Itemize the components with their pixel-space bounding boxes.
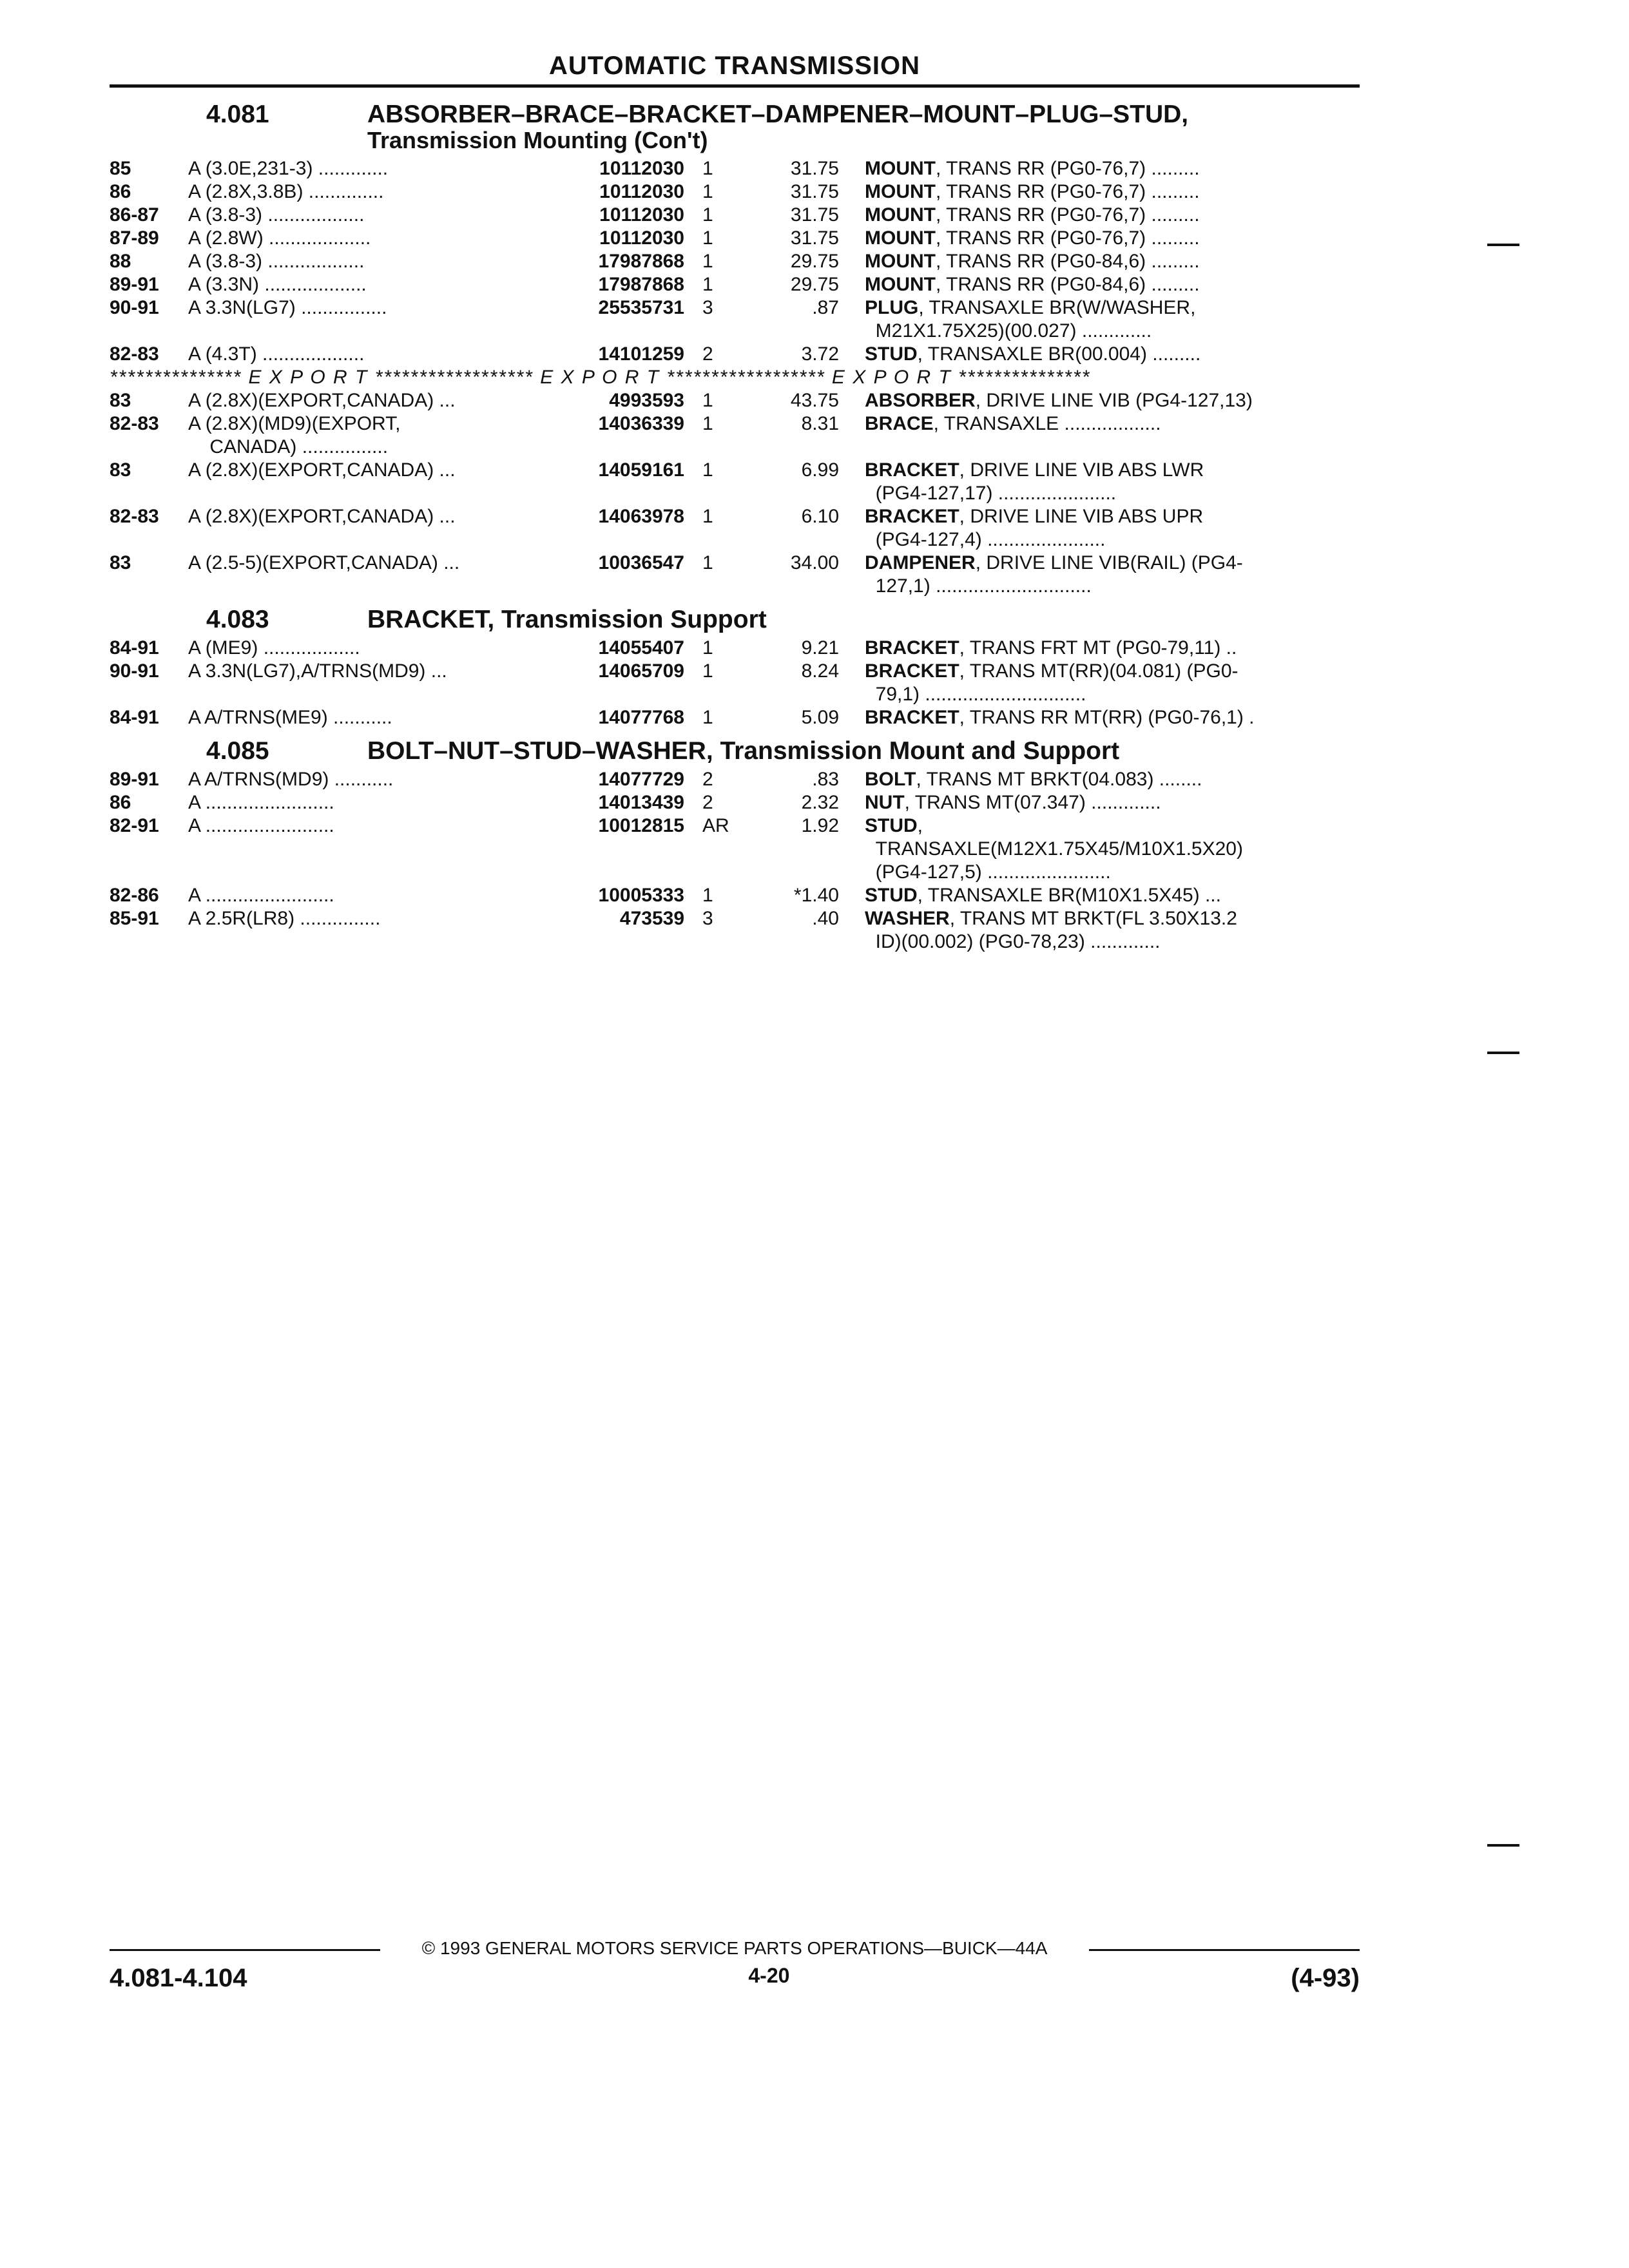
sections-container — [110, 102, 1398, 954]
price: 2.32 — [801, 792, 839, 813]
application: A (2.8X)(EXPORT,CANADA) ... — [188, 506, 456, 527]
model-year: 88 — [110, 251, 131, 272]
quantity: 1 — [702, 552, 713, 573]
model-year: 85-91 — [110, 908, 159, 929]
part-row — [110, 343, 1398, 366]
application: A (2.8X)(EXPORT,CANADA) ... — [188, 459, 456, 481]
part-row — [110, 227, 1398, 250]
model-year: 83 — [110, 390, 131, 411]
part-row — [110, 907, 1398, 954]
part-row — [110, 552, 1398, 598]
section-title: BOLT–NUT–STUD–WASHER, Transmission Mount and Support — [367, 737, 1120, 765]
part-number: 10112030 — [599, 204, 684, 226]
footer-date: (4-93) — [1291, 1964, 1360, 1992]
part-name: BRACKET, DRIVE LINE VIB ABS UPR (PG4-127,4) ...................... — [865, 506, 1204, 550]
model-year: 82-83 — [110, 343, 159, 365]
part-number: 10112030 — [599, 158, 684, 179]
part-name: NUT, TRANS MT(07.347) ............. — [865, 792, 1161, 813]
part-name: MOUNT, TRANS RR (PG0-84,6) ......... — [865, 274, 1200, 295]
part-name: MOUNT, TRANS RR (PG0-84,6) ......... — [865, 251, 1200, 272]
section-subtitle: Transmission Mounting (Con't) — [367, 127, 708, 153]
quantity: AR — [702, 815, 729, 836]
part-row — [110, 296, 1398, 343]
part-name: ABSORBER, DRIVE LINE VIB (PG4-127,13) — [865, 390, 1253, 411]
quantity: 2 — [702, 769, 713, 790]
part-name-keyword: BOLT — [865, 769, 916, 790]
part-name: MOUNT, TRANS RR (PG0-76,7) ......... — [865, 227, 1200, 249]
application: A (3.0E,231-3) ............. — [188, 158, 389, 179]
part-name: BRACKET, TRANS FRT MT (PG0-79,11) .. — [865, 637, 1237, 658]
catalog-section — [110, 607, 1398, 729]
footer-section-range: 4.081-4.104 — [110, 1964, 247, 1992]
application: A (2.8X)(EXPORT,CANADA) ... — [188, 390, 456, 411]
section-heading — [110, 607, 1398, 633]
part-name: STUD, TRANSAXLE BR(M10X1.5X45) ... — [865, 885, 1221, 906]
part-name-keyword: NUT — [865, 792, 905, 813]
margin-mark — [1487, 244, 1519, 246]
price: 31.75 — [790, 204, 839, 226]
application: A (2.8X)(MD9)(EXPORT, CANADA) ................ — [188, 413, 401, 457]
model-year: 86 — [110, 181, 131, 202]
application: A (ME9) .................. — [188, 637, 360, 658]
price: 1.92 — [801, 815, 839, 836]
model-year: 87-89 — [110, 227, 159, 249]
model-year: 86-87 — [110, 204, 159, 226]
part-name: MOUNT, TRANS RR (PG0-76,7) ......... — [865, 158, 1200, 179]
part-row — [110, 660, 1398, 706]
part-row — [110, 791, 1398, 814]
quantity: 1 — [702, 274, 713, 295]
quantity: 1 — [702, 660, 713, 682]
price: .87 — [812, 297, 839, 318]
application: A (3.8-3) .................. — [188, 204, 365, 226]
part-number: 14055407 — [598, 637, 684, 658]
application: A (2.5-5)(EXPORT,CANADA) ... — [188, 552, 460, 573]
price: 8.24 — [801, 660, 839, 682]
part-name-keyword: STUD — [865, 343, 918, 365]
part-number: 14065709 — [598, 660, 684, 682]
part-name-keyword: BRACKET — [865, 637, 959, 658]
part-row — [110, 180, 1398, 204]
price: *1.40 — [793, 885, 839, 906]
quantity: 1 — [702, 459, 713, 481]
price: 34.00 — [790, 552, 839, 573]
model-year: 89-91 — [110, 769, 159, 790]
model-year: 82-91 — [110, 815, 159, 836]
part-name: PLUG, TRANSAXLE BR(W/WASHER, M21X1.75X25)(00.027) ............. — [865, 297, 1196, 341]
part-row — [110, 505, 1398, 552]
price: 31.75 — [790, 227, 839, 249]
part-number: 17987868 — [598, 251, 684, 272]
price: 31.75 — [790, 158, 839, 179]
quantity: 2 — [702, 343, 713, 365]
part-name-keyword: BRACKET — [865, 506, 959, 527]
quantity: 1 — [702, 251, 713, 272]
part-name-keyword: BRACKET — [865, 660, 959, 682]
page-header: AUTOMATIC TRANSMISSION — [110, 52, 1360, 88]
model-year: 83 — [110, 552, 131, 573]
application: A (3.3N) ................... — [188, 274, 367, 295]
price: 6.99 — [801, 459, 839, 481]
price: 5.09 — [801, 707, 839, 728]
application: A ........................ — [188, 792, 334, 813]
application: A ........................ — [188, 815, 334, 836]
part-number: 14077768 — [598, 707, 684, 728]
application: A 2.5R(LR8) ............... — [188, 908, 381, 929]
catalog-section — [110, 102, 1398, 598]
price: 6.10 — [801, 506, 839, 527]
part-name-keyword: STUD — [865, 885, 918, 906]
application: A (2.8W) ................... — [188, 227, 371, 249]
part-name-keyword: MOUNT — [865, 204, 936, 226]
part-number: 473539 — [619, 908, 684, 929]
model-year: 82-83 — [110, 506, 159, 527]
part-name-keyword: MOUNT — [865, 181, 936, 202]
part-name: DAMPENER, DRIVE LINE VIB(RAIL) (PG4- 127,1) ............................. — [865, 552, 1243, 597]
part-number: 10005333 — [598, 885, 684, 906]
section-number: 4.083 — [206, 606, 269, 633]
part-row — [110, 204, 1398, 227]
part-name: BRACKET, TRANS MT(RR)(04.081) (PG0- 79,1) .............................. — [865, 660, 1239, 705]
part-name-keyword: MOUNT — [865, 158, 936, 179]
part-name-keyword: BRACKET — [865, 707, 959, 728]
part-row — [110, 412, 1398, 459]
part-name-keyword: WASHER — [865, 908, 950, 929]
price: 43.75 — [790, 390, 839, 411]
model-year: 86 — [110, 792, 131, 813]
quantity: 1 — [702, 158, 713, 179]
margin-mark — [1487, 1844, 1519, 1847]
application: A 3.3N(LG7),A/TRNS(MD9) ... — [188, 660, 447, 682]
part-name-keyword: PLUG — [865, 297, 919, 318]
quantity: 1 — [702, 506, 713, 527]
export-divider: *************** E X P O R T ****************** E X P O R T ****************** E X P O R T *************** — [110, 367, 1091, 388]
part-name: BOLT, TRANS MT BRKT(04.083) ........ — [865, 769, 1202, 790]
part-row — [110, 884, 1398, 907]
part-name-keyword: ABSORBER — [865, 390, 976, 411]
part-number: 14077729 — [598, 769, 684, 790]
part-name-keyword: DAMPENER — [865, 552, 976, 573]
part-row — [110, 768, 1398, 791]
application: A ........................ — [188, 885, 334, 906]
section-number: 4.081 — [206, 101, 269, 128]
part-row — [110, 706, 1398, 729]
price: .83 — [812, 769, 839, 790]
price: 9.21 — [801, 637, 839, 658]
catalog-page — [110, 52, 1398, 954]
part-number: 10112030 — [599, 181, 684, 202]
model-year: 84-91 — [110, 707, 159, 728]
part-name: BRACKET, TRANS RR MT(RR) (PG0-76,1) . — [865, 707, 1255, 728]
part-number: 10012815 — [598, 815, 684, 836]
section-heading — [110, 102, 1398, 153]
part-name-keyword: BRACKET — [865, 459, 959, 481]
model-year: 90-91 — [110, 297, 159, 318]
part-row — [110, 637, 1398, 660]
copyright-line: © 1993 GENERAL MOTORS SERVICE PARTS OPERATIONS—BUICK—44A — [110, 1938, 1360, 1959]
price: 29.75 — [790, 274, 839, 295]
part-name: MOUNT, TRANS RR (PG0-76,7) ......... — [865, 204, 1200, 226]
quantity: 1 — [702, 181, 713, 202]
application: A (3.8-3) .................. — [188, 251, 365, 272]
part-name-keyword: MOUNT — [865, 227, 936, 249]
application: A (4.3T) ................... — [188, 343, 365, 365]
part-name-keyword: MOUNT — [865, 251, 936, 272]
part-number: 17987868 — [598, 274, 684, 295]
part-row — [110, 459, 1398, 505]
application: A A/TRNS(MD9) ........... — [188, 769, 394, 790]
model-year: 82-83 — [110, 413, 159, 434]
application: A (2.8X,3.8B) .............. — [188, 181, 384, 202]
part-row — [110, 814, 1398, 884]
part-row — [110, 157, 1398, 180]
price: 29.75 — [790, 251, 839, 272]
part-name: BRACE, TRANSAXLE .................. — [865, 413, 1161, 434]
model-year: 90-91 — [110, 660, 159, 682]
quantity: 1 — [702, 227, 713, 249]
model-year: 83 — [110, 459, 131, 481]
model-year: 89-91 — [110, 274, 159, 295]
footer-page-number: 4-20 — [748, 1964, 790, 1987]
part-number: 14013439 — [598, 792, 684, 813]
part-number: 14101259 — [598, 343, 684, 365]
part-number: 10112030 — [599, 227, 684, 249]
application: A A/TRNS(ME9) ........... — [188, 707, 392, 728]
part-name: MOUNT, TRANS RR (PG0-76,7) ......... — [865, 181, 1200, 202]
quantity: 1 — [702, 413, 713, 434]
model-year: 84-91 — [110, 637, 159, 658]
part-name: STUD, TRANSAXLE(M12X1.75X45/M10X1.5X20) (PG4-127,5) ....................... — [865, 815, 1243, 883]
quantity: 2 — [702, 792, 713, 813]
part-row — [110, 273, 1398, 296]
margin-mark — [1487, 1052, 1519, 1054]
section-number: 4.085 — [206, 737, 269, 765]
quantity: 3 — [702, 908, 713, 929]
part-name: STUD, TRANSAXLE BR(00.004) ......... — [865, 343, 1201, 365]
part-name-keyword: STUD — [865, 815, 918, 836]
quantity: 1 — [702, 885, 713, 906]
quantity: 1 — [702, 637, 713, 658]
price: 31.75 — [790, 181, 839, 202]
part-name-keyword: BRACE — [865, 413, 934, 434]
quantity: 1 — [702, 390, 713, 411]
section-title: BRACKET, Transmission Support — [367, 606, 767, 633]
section-heading — [110, 738, 1398, 764]
part-name-keyword: MOUNT — [865, 274, 936, 295]
price: 8.31 — [801, 413, 839, 434]
model-year: 85 — [110, 158, 131, 179]
quantity: 1 — [702, 707, 713, 728]
quantity: 3 — [702, 297, 713, 318]
part-row — [110, 389, 1398, 412]
application: A 3.3N(LG7) ................ — [188, 297, 387, 318]
part-number: 25535731 — [598, 297, 684, 318]
part-name: WASHER, TRANS MT BRKT(FL 3.50X13.2 ID)(00.002) (PG0-78,23) ............. — [865, 908, 1237, 952]
page-footer — [110, 1964, 1360, 1993]
quantity: 1 — [702, 204, 713, 226]
part-name: BRACKET, DRIVE LINE VIB ABS LWR (PG4-127,17) ...................... — [865, 459, 1204, 504]
price: 3.72 — [801, 343, 839, 365]
model-year: 82-86 — [110, 885, 159, 906]
price: .40 — [812, 908, 839, 929]
part-number: 4993593 — [609, 390, 684, 411]
catalog-section — [110, 738, 1398, 954]
part-number: 14036339 — [598, 413, 684, 434]
part-number: 10036547 — [598, 552, 684, 573]
section-title: ABSORBER–BRACE–BRACKET–DAMPENER–MOUNT–PLUG–STUD, Transmission Mounting (Con't) — [367, 102, 1398, 153]
part-row — [110, 250, 1398, 273]
part-number: 14063978 — [598, 506, 684, 527]
part-number: 14059161 — [598, 459, 684, 481]
